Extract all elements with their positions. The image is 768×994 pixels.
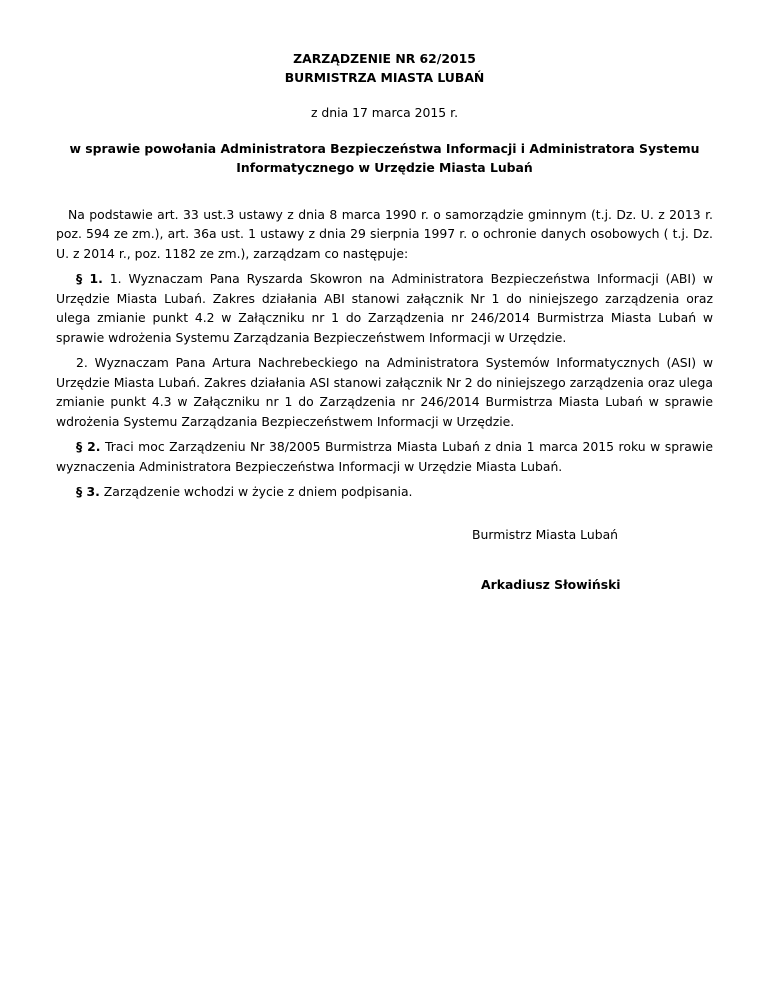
signature-name: Arkadiusz Słowiński <box>481 577 621 592</box>
section-1-point-1 <box>56 269 713 347</box>
section-3-label: § 3. <box>76 484 100 499</box>
document-date: z dnia 17 marca 2015 r. <box>310 105 459 120</box>
section-2 <box>56 437 713 476</box>
section-3 <box>56 482 713 502</box>
document-page <box>56 40 713 592</box>
title-line-2: BURMISTRZA MIASTA LUBAŃ <box>284 70 485 85</box>
section-2-label: § 2. <box>76 439 101 454</box>
document-title <box>56 49 713 87</box>
section-2-text: Traci moc Zarządzeniu Nr 38/2005 Burmistrza Miasta Lubań z dnia 1 marca 2015 roku w sprawie wyznaczenia Administratora Bezpieczeństwa Informacji w Urzędzie Miasta Lubań. <box>56 439 713 474</box>
section-1-text: 1. Wyznaczam Pana Ryszarda Skowron na Administratora Bezpieczeństwa Informacji (ABI) w Urzędzie Miasta Lubań. Zakres działania ABI stanowi załącznik Nr 1 do niniejszego zarządzenia oraz ulega zmianie punkt 4.2 w Załączniku nr 1 do Zarządzenia nr 246/2014 Burmistrza Miasta Lubań w sprawie wdrożenia Systemu Zarządzania Bezpieczeństwem Informacji w Urzędzie. <box>56 271 713 345</box>
section-3-text: Zarządzenie wchodzi w życie z dniem podpisania. <box>99 484 413 499</box>
section-1-label: § 1. <box>76 271 103 286</box>
subject-line-1: w sprawie powołania Administratora Bezpieczeństwa Informacji i Administratora Systemu <box>69 140 700 156</box>
subject-line-2: Informatycznego w Urzędzie Miasta Lubań <box>236 159 533 175</box>
signature-title: Burmistrz Miasta Lubań <box>472 527 619 542</box>
document-subject <box>56 139 713 177</box>
section-1-point-2: 2. Wyznaczam Pana Artura Nachrebeckiego na Administratora Systemów Informatycznych (ASI) w Urzędzie Miasta Lubań. Zakres działania ASI stanowi załącznik Nr 2 do niniejszego zarządzenia oraz ulega zmianie punkt 4.3 w Załączniku nr 1 do Zarządzenia nr 246/2014 Burmistrza Miasta Lubań w sprawie wdrożenia Systemu Zarządzania Bezpieczeństwem Informacji w Urzędzie. <box>56 355 713 429</box>
title-line-1: ZARZĄDZENIE NR 62/2015 <box>293 51 476 66</box>
preamble: Na podstawie art. 33 ust.3 ustawy z dnia 8 marca 1990 r. o samorządzie gminnym (t.j. Dz. U. z 2013 r. poz. 594 ze zm.), art. 36a ust. 1 ustawy z dnia 29 sierpnia 1997 r. o ochronie danych osobowych ( t.j. Dz. U. z 2014 r., poz. 1182 ze zm.), zarządzam co następuje: <box>56 206 713 261</box>
